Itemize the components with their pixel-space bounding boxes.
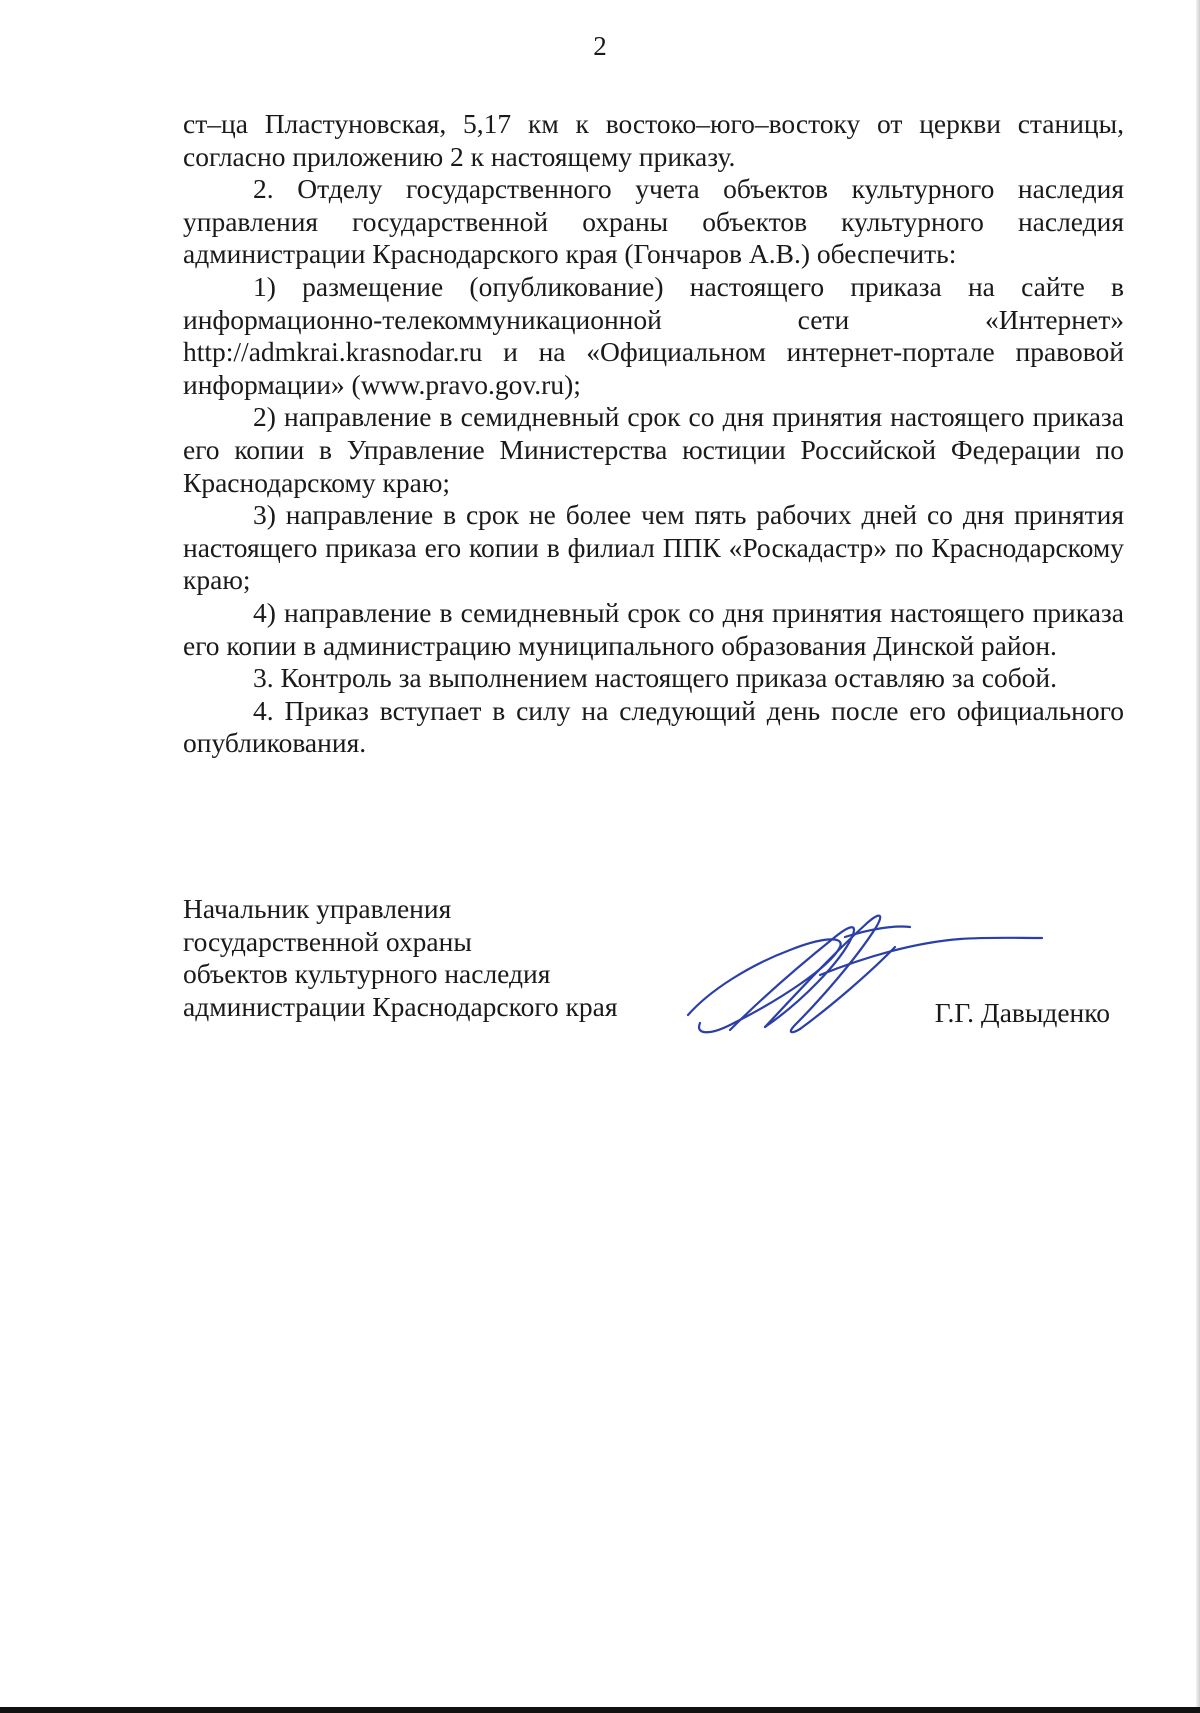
signer-position-line: государственной охраны xyxy=(183,925,472,957)
paragraph-item-3: 3. Контроль за выполнением настоящего приказа оставляю за собой. xyxy=(253,662,1058,694)
signature-stroke xyxy=(688,939,841,1032)
paragraph-subitem-1: 1) размещение (опубликование) настоящего приказа на сайте в информационно-телекоммуникационной сети «Интернет» http://admkrai.krasnodar.ru и на «Официальном интернет-портале правовой информации» (www.pravo.gov.ru); xyxy=(183,270,1124,400)
page-number: 2 xyxy=(593,31,607,61)
signer-position-line: администрации Краснодарского края xyxy=(183,990,618,1022)
handwritten-signature xyxy=(670,895,1050,1045)
signer-position-line: Начальник управления xyxy=(183,893,452,924)
paragraph-subitem-3: 3) направление в срок не более чем пять рабочих дней со дня принятия настоящего приказа его копии в филиал ППК «Роскадастр» по Краснодарскому краю; xyxy=(183,499,1124,596)
paragraph-subitem-4: 4) направление в семидневный срок со дня принятия настоящего приказа его копии в администрацию муниципального образования Динской район. xyxy=(183,596,1124,661)
signer-position-line: объектов культурного наследия xyxy=(183,958,551,990)
paragraph-item-2: 2. Отделу государственного учета объектов культурного наследия управления государственной охраны объектов культурного наследия администрации Краснодарского края (Гончаров А.В.) обеспечить: xyxy=(183,173,1124,270)
paragraph-subitem-2: 2) направление в семидневный срок со дня принятия настоящего приказа его копии в Управление Министерства юстиции Российской Федерации по Краснодарскому краю; xyxy=(183,401,1124,498)
scan-right-edge xyxy=(1196,0,1200,1713)
signature-stroke xyxy=(820,938,1042,975)
paragraph-location-continuation: ст–ца Пластуновская, 5,17 км к востоко–юго–востоку от церкви станицы, согласно приложению 2 к настоящему приказу. xyxy=(183,108,1124,172)
signer-position xyxy=(183,893,663,1023)
signer-name: Г.Г. Давыденко xyxy=(934,997,1110,1028)
order-body-text xyxy=(183,108,1124,760)
scan-bottom-edge xyxy=(0,1707,1200,1713)
signature-stroke xyxy=(800,947,895,1029)
paragraph-item-4: 4. Приказ вступает в силу на следующий день после его официального опубликования. xyxy=(183,694,1124,759)
